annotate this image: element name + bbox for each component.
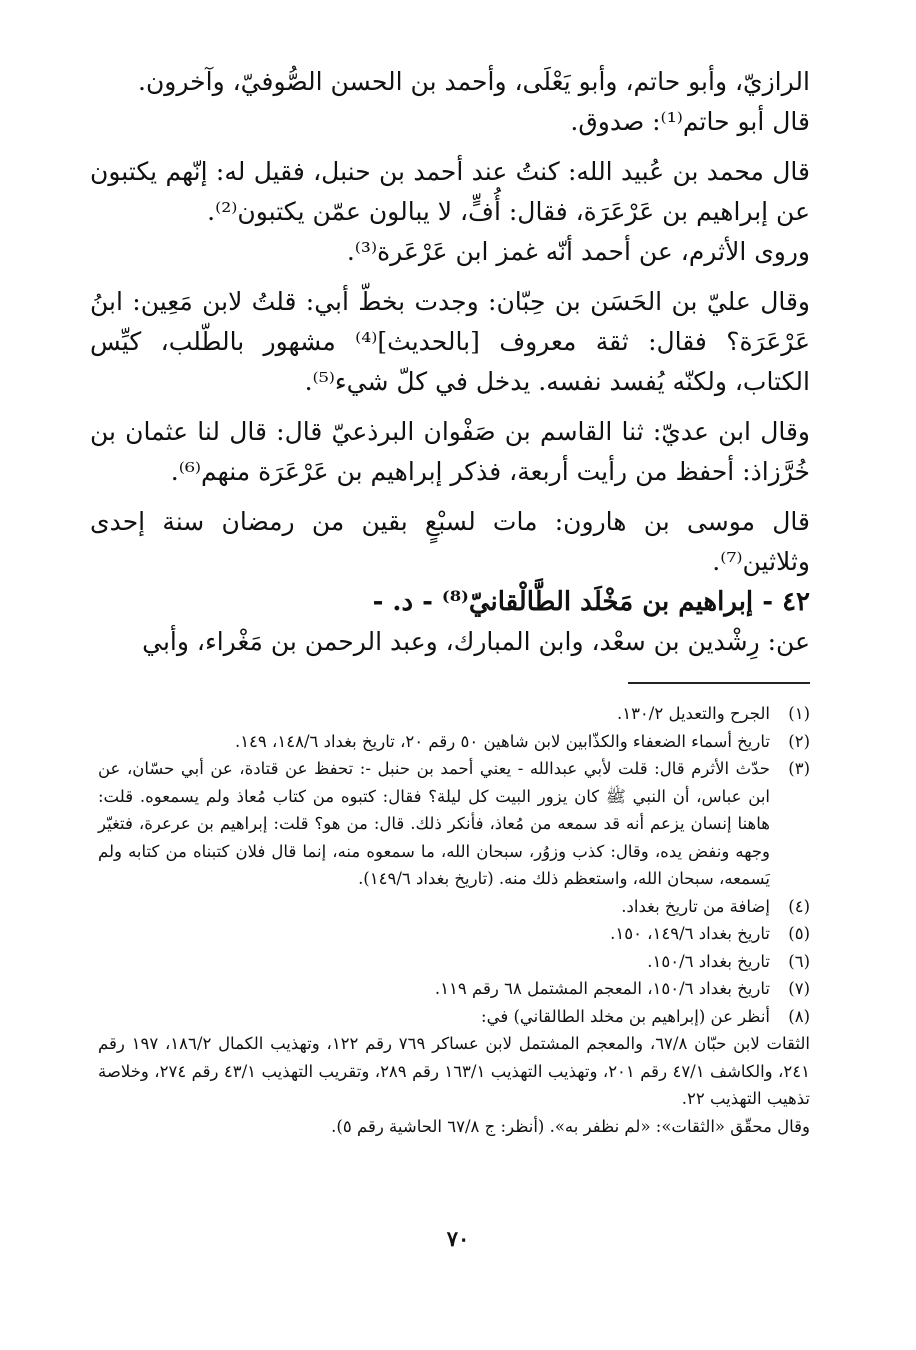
footnote-text: إضافة من تاريخ بغداد. [621, 896, 770, 916]
page-number: ٧٠ [446, 1226, 470, 1251]
footnote-number: (٨) [788, 1006, 810, 1026]
text-line: الرازيّ، وأبو حاتم، وأبو يَعْلَى، وأحمد بن الحسن الصُّوفيّ، وآخرون. [138, 67, 810, 96]
footnote-number: (٦) [788, 951, 810, 971]
footnote-text: تاريخ بغداد ١٥٠/٦. [647, 951, 770, 971]
entry-heading: ٤٢ - إبراهيم بن مَخْلَد الطَّالْقانيّ⁽⁸⁾ - د. - [372, 587, 810, 617]
footnote [98, 700, 810, 728]
footnote [98, 1003, 810, 1031]
footnote-number: (١) [788, 704, 810, 723]
footnote-separator [628, 682, 810, 684]
paragraph: قال محمد بن عُبيد الله: كنتُ عند أحمد بن حنبل، فقيل له: إنّهم يكتبون عن إبراهيم بن عَرْعَرَة، فقال: أُفٍّ، لا يبالون عمّن يكتبون⁽²⁾. [90, 157, 810, 226]
text-line: عن: رِشْدين بن سعْد، وابن المبارك، وعبد الرحمن بن مَغْراء، وأبي [142, 627, 810, 656]
footnote-number: (٥) [788, 924, 810, 943]
footnote-number: (٧) [788, 979, 810, 998]
footnote-number: (٢) [788, 731, 810, 751]
footnote [98, 893, 810, 921]
footnote [98, 755, 810, 893]
paragraph: وقال عليّ بن الحَسَن بن حِبّان: وجدت بخطّ أبي: قلتُ لابن مَعِين: ابنُ عَرْعَرَة؟ فقال: ثقة معروف [بالحديث]⁽⁴⁾ مشهور بالطّلب، كيِّس الكتاب، ولكنّه يُفسد نفسه. يدخل في كلّ شيء⁽⁵⁾. [90, 287, 810, 396]
main-text [90, 62, 810, 662]
footnote [98, 728, 810, 756]
footnote-text: حدّث الأثرم قال: قلت لأبي عبدالله - يعني أحمد بن حنبل -: تحفظ عن قتادة، عن أبي حسّان، عن ابن عباس، أن النبي ﷺ كان يزور البيت كل ليلة؟ فقال: كتبوه من كتاب مُعاذ ولم يسمعوه. قلت: هاهنا إنسان يزعم أنه قد سمعه من مُعاذ، فأنكر ذلك. قال: من هو؟ قلت: إبراهيم بن عرعرة، فتغيّر وجهه ونفض يده، وقال: كذب وزوُر، سبحان الله، ما سمعوه منه، إنما قال فلان كتبناه من كتابه ولم يَسمعه، سبحان الله، واستعظم ذلك منه. (تاريخ بغداد ١٤٩/٦). [98, 759, 770, 888]
paragraph: وقال ابن عديّ: ثنا القاسم بن صَفْوان البرذعيّ قال: قال لنا عثمان بن خُرَّزاذ: أحفظ من رأيت أربعة، فذكر إبراهيم بن عَرْعَرَة منهم⁽⁶⁾. [90, 417, 810, 486]
text-line: وروى الأثرم، عن أحمد أنّه غمز ابن عَرْعَرة⁽³⁾. [346, 237, 810, 266]
footnote-continuation: الثقات لابن حبّان ٦٧/٨، والمعجم المشتمل لابن عساكر ٧٦٩ رقم ١٢٢، وتهذيب الكمال ١٨٦/٢، ١٩٧ رقم ٢٤١، والكاشف ٤٧/١ رقم ٢٠١، وتهذيب التهذيب ١٦٣/١ رقم ٢٨٩، وتقريب التهذيب ٤٣/١ رقم ٢٧٤، وخلاصة تذهيب التهذيب ٢٢. [98, 1034, 810, 1108]
footnote [98, 920, 810, 948]
text-line: قال أبو حاتم⁽¹⁾: صدوق. [570, 107, 810, 136]
footnote-text: الجرح والتعديل ١٣٠/٢. [616, 704, 770, 723]
footnote-text: تاريخ بغداد ١٥٠/٦، المعجم المشتمل ٦٨ رقم ١١٩. [434, 979, 770, 998]
footnote-text: أنظر عن (إبراهيم بن مخلد الطالقاني) في: [481, 1006, 770, 1026]
footnote-text: تاريخ بغداد ١٤٩/٦، ١٥٠. [610, 924, 770, 943]
footnote-number: (٤) [788, 896, 810, 916]
footnotes [98, 700, 810, 1140]
footnote-text: تاريخ أسماء الضعفاء والكذّابين لابن شاهين ٥٠ رقم ٢٠، تاريخ بغداد ١٤٨/٦، ١٤٩. [234, 731, 770, 751]
footnote [98, 948, 810, 976]
footnote-number: (٣) [788, 759, 810, 778]
footnote [98, 975, 810, 1003]
footnote-continuation: وقال محقّق «الثقات»: «لم نظفر به». (أنظر: ج ٦٧/٨ الحاشية رقم ٥). [331, 1116, 810, 1136]
paragraph: قال موسى بن هارون: مات لسبْعٍ بقين من رمضان سنة إحدى وثلاثين⁽⁷⁾. [90, 507, 810, 576]
